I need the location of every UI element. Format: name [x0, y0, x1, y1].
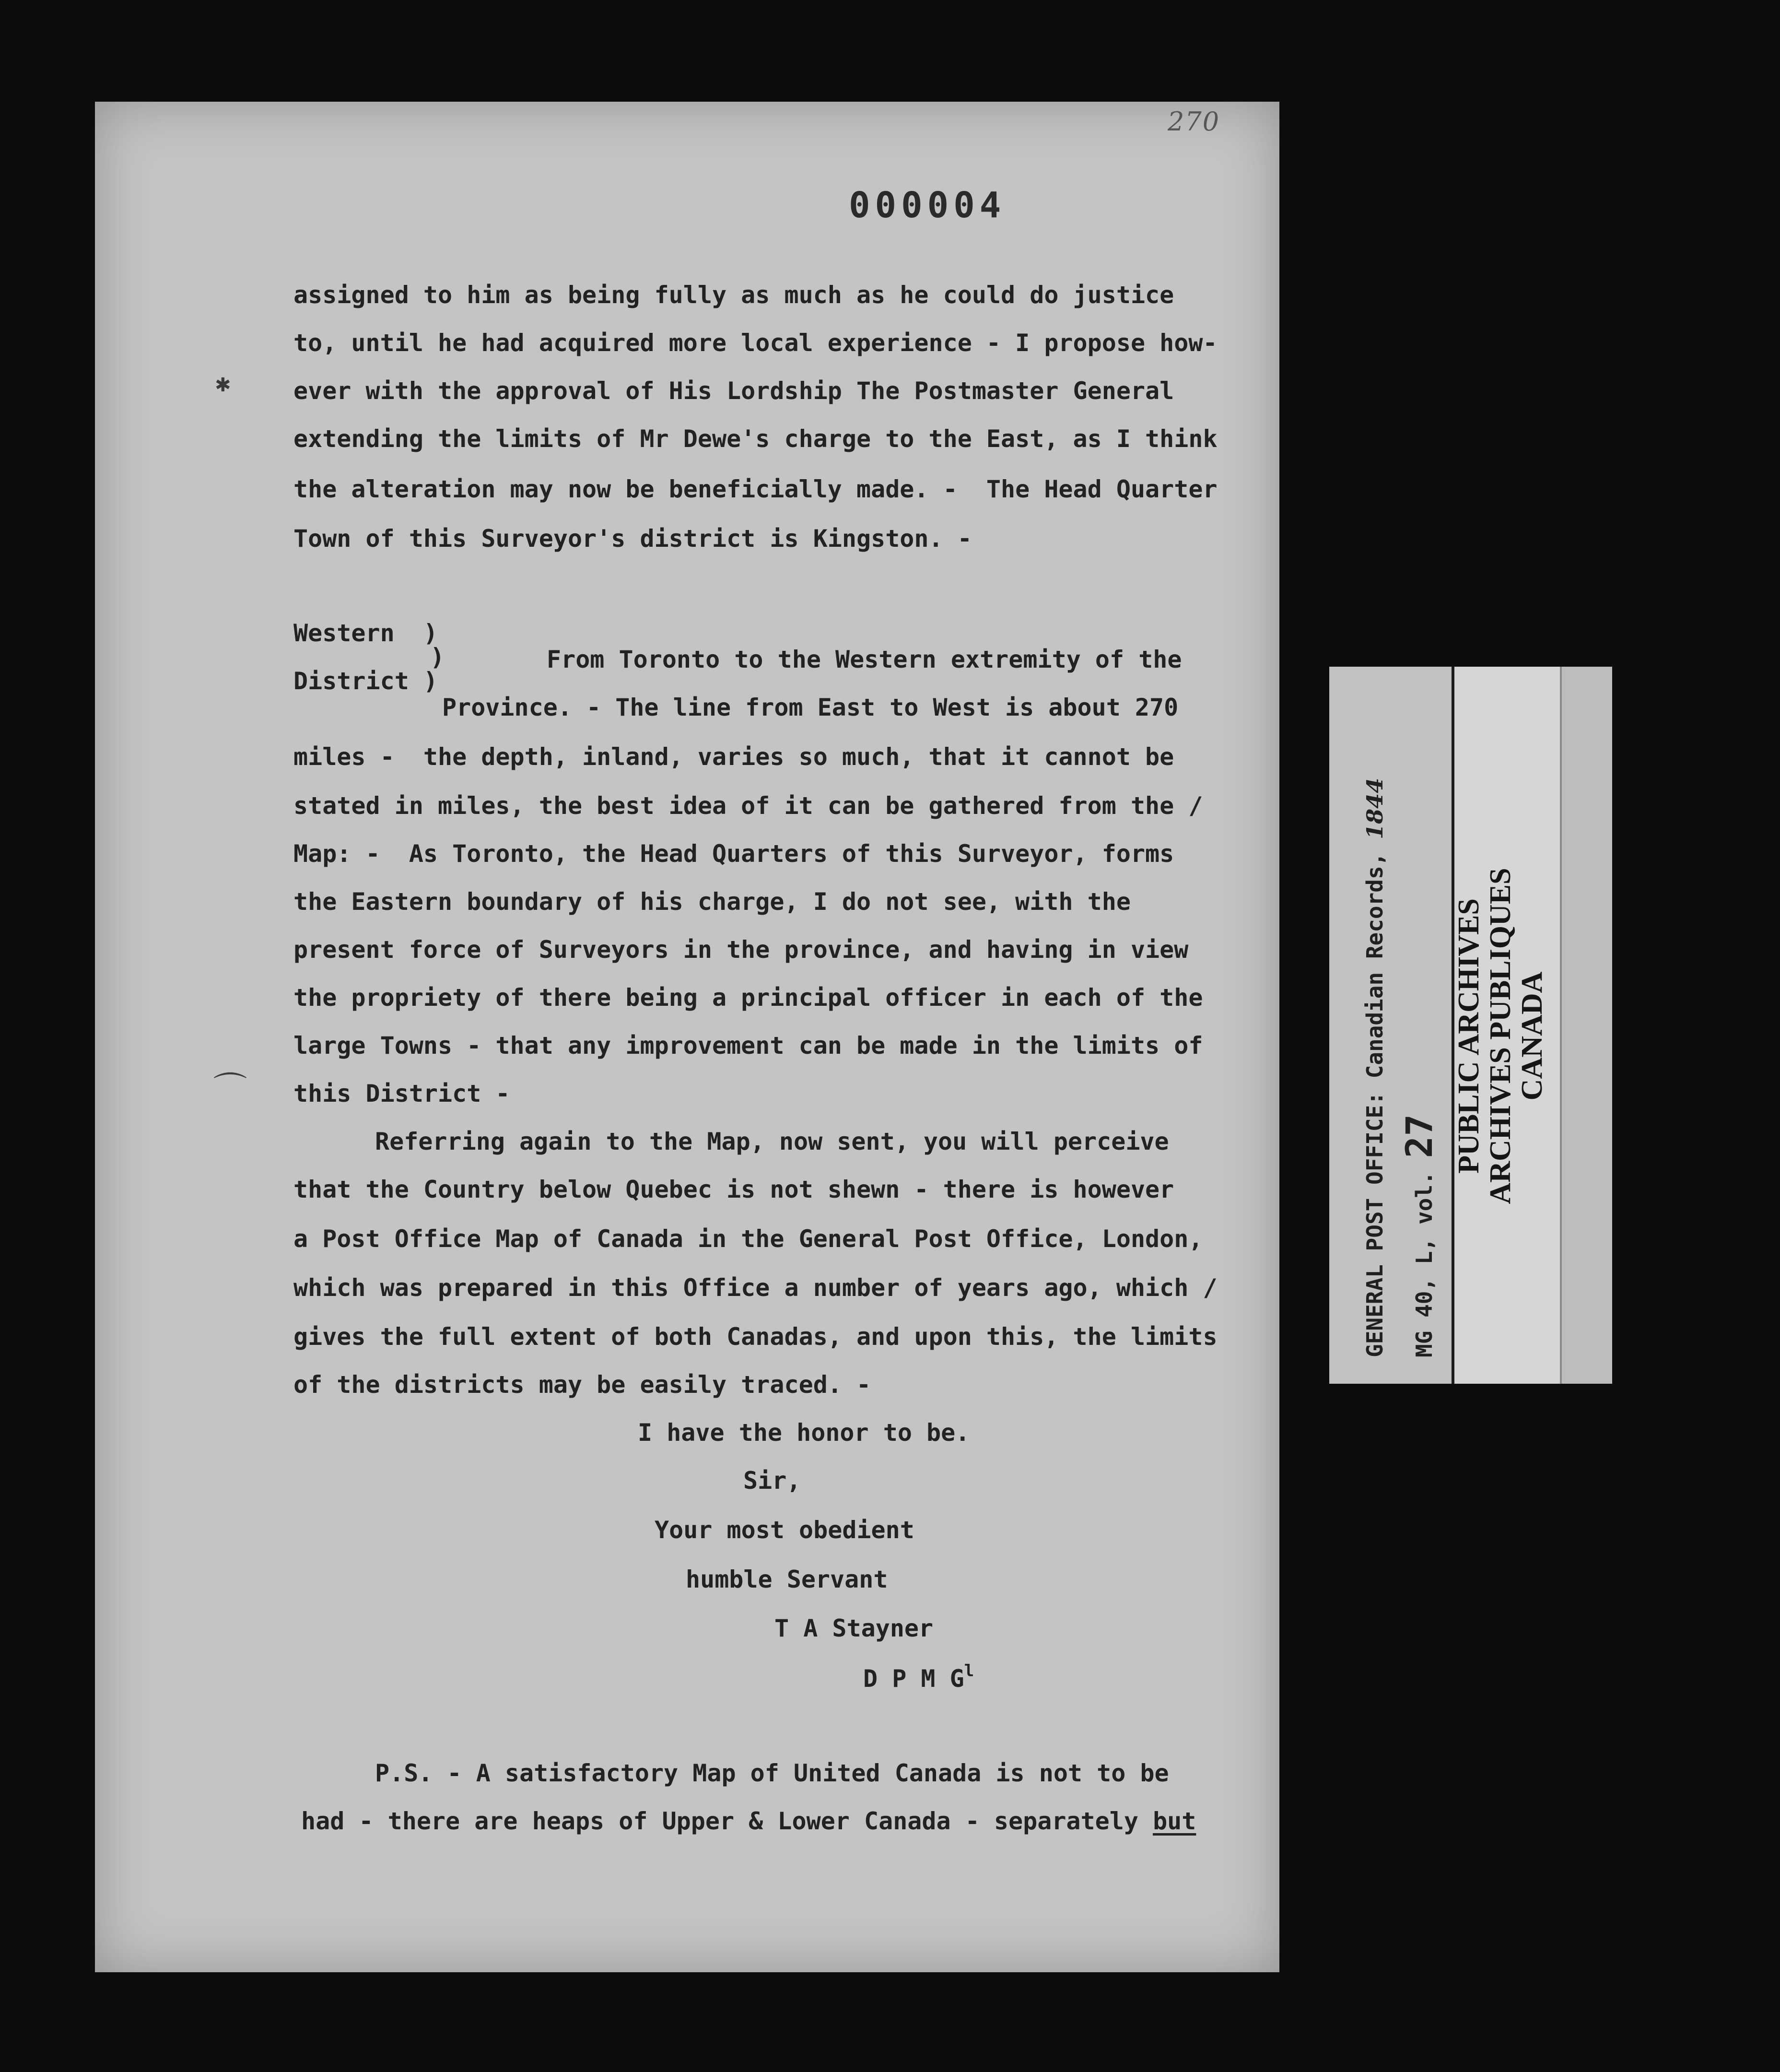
archive-volume-number: 27	[1398, 1114, 1440, 1158]
signatory-title-superscript: l	[964, 1661, 974, 1681]
district-first-line: From Toronto to the Western extremity of the	[547, 646, 1182, 673]
closing-line: humble Servant	[686, 1566, 888, 1593]
district-label-district: District )	[293, 667, 438, 695]
body-line: the alteration may now be beneficially made. - The Head Quarter	[293, 475, 1218, 503]
body-line: extending the limits of Mr Dewe's charge to the East, as I think	[293, 425, 1218, 453]
body-line: gives the full extent of both Canadas, and upon this, the limits	[293, 1323, 1218, 1351]
body-line: Town of this Surveyor's district is Kingston. -	[293, 525, 972, 553]
archive-stamp-line: PUBLIC ARCHIVES	[1452, 898, 1485, 1174]
body-line: stated in miles, the best idea of it can be gathered from the /	[293, 792, 1203, 820]
signature: T A Stayner	[774, 1614, 934, 1642]
body-line: Referring again to the Map, now sent, you will perceive	[375, 1128, 1169, 1155]
body-line: this District -	[293, 1080, 510, 1107]
district-bracket: )	[430, 643, 445, 671]
archive-record-title: GENERAL POST OFFICE: Canadian Records, 1844	[1362, 777, 1388, 1357]
body-line: ever with the approval of His Lordship The Postmaster General	[293, 377, 1174, 405]
archive-stamp-line: ARCHIVES PUBLIQUES	[1484, 868, 1517, 1204]
stray-mark: ✱	[215, 374, 231, 396]
body-line: the propriety of there being a principal officer in each of the	[293, 984, 1203, 1012]
signatory-title: D P M $G^l$	[863, 1661, 974, 1693]
closing-line: Your most obedient	[655, 1516, 914, 1544]
body-line: to, until he had acquired more local experience - I propose how-	[293, 329, 1218, 357]
closing-salutation: Sir,	[743, 1467, 801, 1495]
body-line: large Towns - that any improvement can be made in the limits of	[293, 1032, 1203, 1060]
body-line: Province. - The line from East to West is about 270	[442, 694, 1179, 721]
body-line: that the Country below Quebec is not shewn - there is however	[293, 1176, 1174, 1203]
archive-record-volume: MG 40, L, vol. 27	[1398, 1114, 1440, 1357]
archive-stamp	[1453, 854, 1548, 1218]
body-line: a Post Office Map of Canada in the General Post Office, London,	[293, 1225, 1203, 1253]
body-line: assigned to him as being fully as much as he could do justice	[293, 281, 1174, 309]
body-line: the Eastern boundary of his charge, I do not see, with the	[293, 888, 1131, 916]
postscript-line: P.S. - A satisfactory Map of United Canada is not to be	[375, 1759, 1169, 1787]
body-line: of the districts may be easily traced. -	[293, 1371, 871, 1399]
postscript-line: had - there are heaps of Upper & Lower Canada - separately but	[301, 1807, 1196, 1835]
page-number: 270	[1168, 106, 1220, 137]
body-line: miles - the depth, inland, varies so much, that it cannot be	[293, 743, 1174, 771]
closing-line: I have the honor to be.	[638, 1419, 970, 1447]
district-label-western: Western )	[293, 619, 438, 647]
body-line: present force of Surveyors in the province, and having in view	[293, 936, 1189, 964]
margin-mark: ⌒	[213, 1070, 247, 1109]
body-line: Map: - As Toronto, the Head Quarters of this Surveyor, forms	[293, 840, 1174, 868]
archive-record-year: 1844	[1362, 777, 1388, 839]
document-number: 000004	[849, 185, 1006, 226]
archive-label-edge	[1562, 667, 1612, 1384]
body-line: which was prepared in this Office a number of years ago, which /	[293, 1274, 1218, 1302]
underlined-word: but	[1153, 1807, 1196, 1835]
archive-stamp-line: CANADA	[1516, 971, 1548, 1101]
